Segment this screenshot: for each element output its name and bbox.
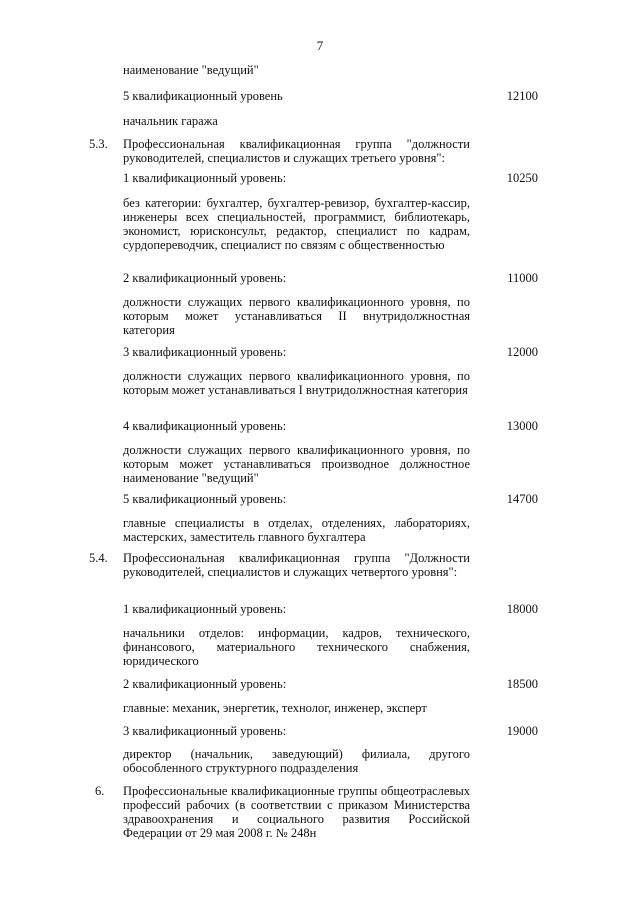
row-text: 5 квалификационный уровень bbox=[123, 89, 283, 103]
row-text: 2 квалификационный уровень: bbox=[123, 677, 287, 691]
section-number: 6. bbox=[95, 784, 105, 798]
row-text: 2 квалификационный уровень: bbox=[123, 271, 287, 285]
page-number: 7 bbox=[316, 38, 324, 53]
row-value: 18000 bbox=[506, 602, 538, 616]
row-text: должности служащих первого квалификационного уровня, по которым может устанавливаться II внутридолжностная категория bbox=[123, 295, 470, 337]
row-text: наименование "ведущий" bbox=[123, 63, 259, 77]
row-text: должности служащих первого квалификационного уровня, по которым может устанавливаться производное должностное наименование "ведущий" bbox=[123, 443, 470, 485]
row-value: 19000 bbox=[506, 724, 538, 738]
row-value: 11000 bbox=[507, 271, 538, 285]
row-text: 4 квалификационный уровень: bbox=[123, 419, 287, 433]
row-text: Профессиональные квалификационные группы общеотраслевых профессий рабочих (в соответствии с приказом Министерства здравоохранения и социального развития Российской Федерации от 29 мая 2008 г. № 248н bbox=[123, 784, 470, 840]
row-value: 12100 bbox=[506, 89, 538, 103]
section-number: 5.4. bbox=[89, 551, 108, 565]
row-text: 5 квалификационный уровень: bbox=[123, 492, 287, 506]
row-text: 1 квалификационный уровень: bbox=[123, 171, 287, 185]
row-text: без категории: бухгалтер, бухгалтер-ревизор, бухгалтер-кассир, инженеры всех специальностей, программист, библиотекарь, экономист, юрисконсульт, редактор, специалист по кадрам, сурдопереводчик, специалист по связям с общественностью bbox=[123, 196, 470, 252]
row-text: Профессиональная квалификационная группа "должности руководителей, специалистов и служащих третьего уровня": bbox=[123, 137, 470, 165]
row-value: 13000 bbox=[506, 419, 538, 433]
row-value: 12000 bbox=[506, 345, 538, 359]
row-text: 3 квалификационный уровень: bbox=[123, 724, 287, 738]
row-text: директор (начальник, заведующий) филиала, другого обособленного структурного подразделения bbox=[123, 747, 470, 775]
row-text: 3 квалификационный уровень: bbox=[123, 345, 287, 359]
row-value: 10250 bbox=[506, 171, 538, 185]
row-text: должности служащих первого квалификационного уровня, по которым может устанавливаться I внутридолжностная категория bbox=[123, 369, 470, 397]
row-text: начальники отделов: информации, кадров, технического, финансового, материального технического снабжения, юридического bbox=[123, 626, 470, 668]
row-text: начальник гаража bbox=[123, 114, 218, 128]
row-text: Профессиональная квалификационная группа "Должности руководителей, специалистов и служащих четвертого уровня": bbox=[123, 551, 470, 579]
row-text: главные: механик, энергетик, технолог, инженер, эксперт bbox=[123, 701, 427, 715]
row-text: 1 квалификационный уровень: bbox=[123, 602, 287, 616]
section-number: 5.3. bbox=[89, 137, 108, 151]
row-value: 14700 bbox=[506, 492, 538, 506]
row-value: 18500 bbox=[506, 677, 538, 691]
row-text: главные специалисты в отделах, отделениях, лабораториях, мастерских, заместитель главного бухгалтера bbox=[123, 516, 470, 544]
